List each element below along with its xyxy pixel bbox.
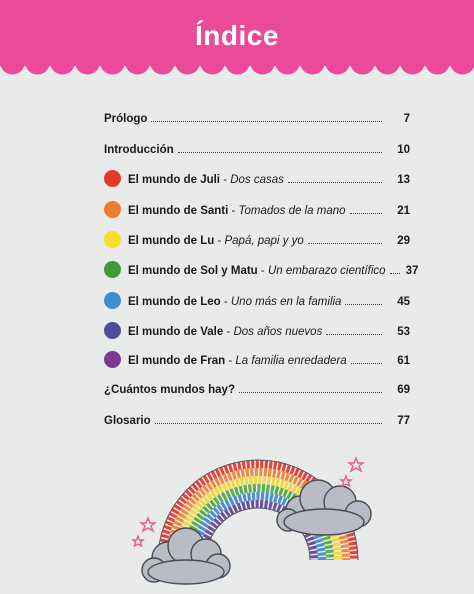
red-dot-icon [104,170,121,187]
toc-chapter-title: El mundo de Vale [128,326,224,338]
toc-subtitle: Uno más en la familia [230,296,342,308]
rainbow-illustration [120,420,400,594]
toc-leader [178,152,382,153]
violet-dot-icon [104,351,121,368]
toc-row-fran[interactable] [104,349,410,367]
toc-subtitle: Dos casas [230,174,284,186]
toc-page-number: 61 [397,355,410,367]
toc-label: Glosario [104,415,151,427]
toc-label [128,265,386,277]
toc-subtitle: La familia enredadera [235,355,347,367]
toc-leader [288,182,382,183]
toc-leader [390,273,400,274]
toc-leader [326,334,382,335]
toc-chapter-title: El mundo de Lu [128,235,215,247]
toc-label: Prólogo [104,113,148,125]
toc-separator: - [228,205,239,217]
toc-label [128,205,346,217]
toc-row-leo[interactable] [104,290,410,308]
toc-leader [351,363,382,364]
toc-row-introduccion[interactable] [104,138,410,156]
toc-leader [350,213,382,214]
indigo-dot-icon [104,322,121,339]
yellow-dot-icon [104,231,121,248]
toc-row-vale[interactable] [104,320,410,338]
toc-chapter-title: El mundo de Leo [128,296,221,308]
blue-dot-icon [104,292,121,309]
toc-chapter-title: El mundo de Fran [128,355,226,367]
toc-chapter-title: El mundo de Sol y Matu [128,265,258,277]
toc-subtitle: Tomados de la mano [238,205,346,217]
toc-label [128,355,347,367]
toc-separator: - [257,265,268,277]
page-title: Índice [195,20,279,51]
toc-row-sol-y-matu[interactable] [104,259,419,277]
toc-page-number: 37 [405,265,419,277]
cloud-icon-left [142,528,230,584]
toc-label [128,174,284,186]
toc-row-cuantos-mundos[interactable] [104,378,410,396]
toc-label: ¿Cuántos mundos hay? [104,384,235,396]
toc-chapter-title: El mundo de Juli [128,174,221,186]
toc-row-prologo[interactable] [104,107,410,125]
toc-subtitle: Un embarazo científico [267,265,386,277]
toc-separator: - [220,174,231,186]
toc-label [128,235,304,247]
toc-page-number: 53 [397,326,410,338]
green-dot-icon [104,261,121,278]
toc-row-santi[interactable] [104,199,410,217]
toc-page-number: 29 [397,235,410,247]
orange-dot-icon [104,201,121,218]
toc-separator: - [220,296,231,308]
toc-subtitle: Papá, papi y yo [224,235,304,247]
toc-leader [308,243,382,244]
toc-page-number: 10 [397,144,410,156]
toc-leader [239,392,382,393]
toc-label [128,326,322,338]
toc-page-number: 21 [397,205,410,217]
toc-page-number: 69 [397,384,410,396]
toc-row-juli[interactable] [104,168,410,186]
toc-leader [151,121,382,122]
toc-page-number: 77 [397,415,410,427]
toc-separator: - [223,326,234,338]
toc-page-number: 13 [397,174,410,186]
toc-chapter-title: El mundo de Santi [128,205,229,217]
toc-leader [345,304,382,305]
toc-separator: - [214,235,225,247]
toc-page-number: 7 [403,113,410,125]
toc-separator: - [225,355,236,367]
toc-label: Introducción [104,144,174,156]
toc-page-number: 45 [397,296,410,308]
toc-label [128,296,341,308]
toc-row-lu[interactable] [104,229,410,247]
toc-subtitle: Dos años nuevos [233,326,323,338]
